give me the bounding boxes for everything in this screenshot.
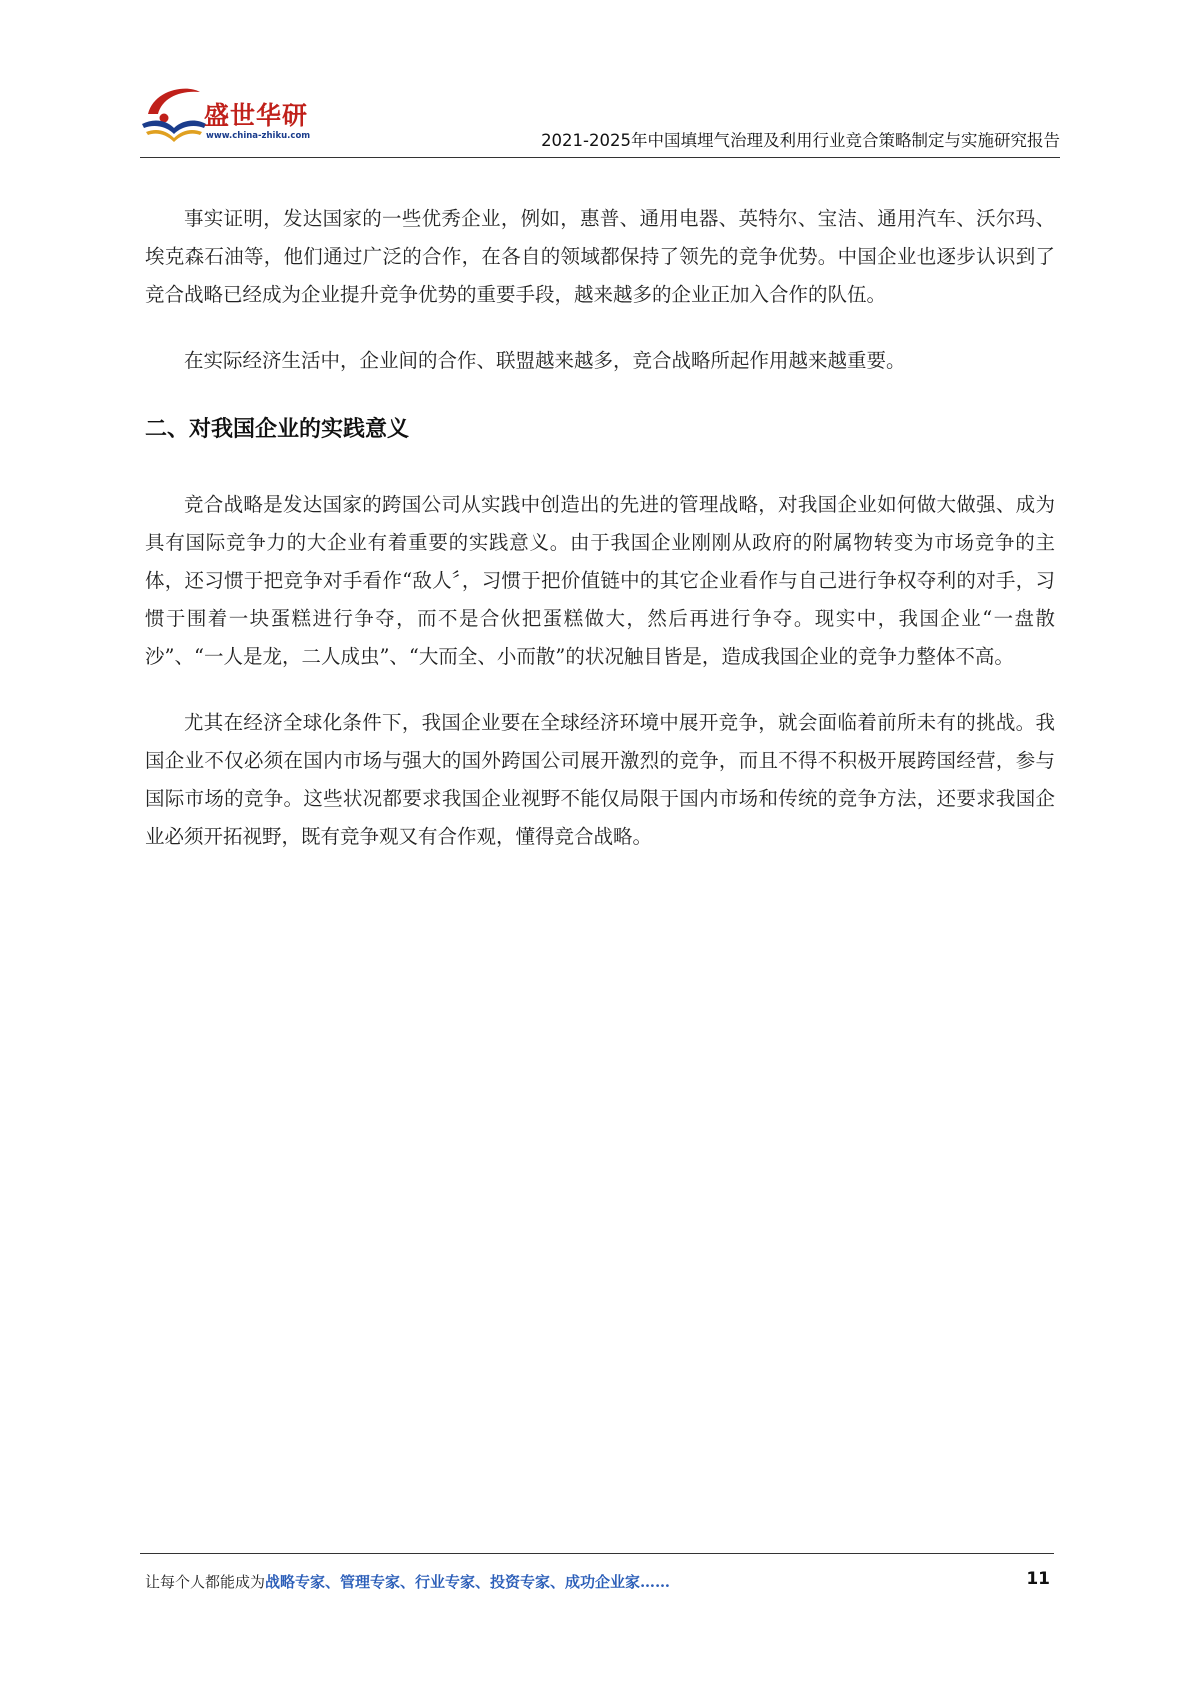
page-footer: [145, 1571, 1050, 1599]
header-divider: [140, 157, 1060, 158]
body-paragraph: 在实际经济生活中，企业间的合作、联盟越来越多，竞合战略所起作用越来越重要。: [184, 349, 906, 372]
footer-slogan-prefix: 让每个人都能成为: [145, 1573, 266, 1591]
logo-emblem-icon: [140, 84, 210, 150]
body-paragraph: 竞合战略是发达国家的跨国公司从实践中创造出的先进的管理战略，对我国企业如何做大做强、成为具有国际竞争力的大企业有着重要的实践意义。由于我国企业刚刚从政府的附属物转变为市场竞争的主体，还习惯于把竞争对手看作“敌人〞，习惯于把价值链中的其它企业看作与自己进行争权夺利的对手，习惯于围着一块蛋糕进行争夺，而不是合伙把蛋糕做大，然后再进行争夺。现实中，我国企业“一盘散沙”、“一人是龙，二人成虫”、“大而全、小而散”的状况触目皆是，造成我国企业的竞争力整体不高。: [145, 493, 1055, 668]
page-number: 11: [1026, 1569, 1050, 1589]
logo-url: www.china-zhiku.com: [206, 131, 311, 141]
footer-slogan-highlight: 战略专家、管理专家、行业专家、投资专家、成功企业家……: [265, 1573, 671, 1591]
body-paragraph: 尤其在经济全球化条件下，我国企业要在全球经济环境中展开竞争，就会面临着前所未有的挑战。我国企业不仅必须在国内市场与强大的国外跨国公司展开激烈的竞争，而且不得不积极开展跨国经营，参与国际市场的竞争。这些状况都要求我国企业视野不能仅局限于国内市场和传统的竞争方法，还要求我国企业必须开拓视野，既有竞争观又有合作观，懂得竞合战略。: [145, 711, 1055, 848]
company-logo: [140, 84, 325, 154]
report-title: 2021-2025年中国填埋气治理及利用行业竞合策略制定与实施研究报告: [541, 131, 1060, 150]
page-header: [140, 84, 1060, 160]
page-body: [145, 200, 1055, 856]
logo-name: 盛世华研: [204, 101, 309, 130]
section-heading: 二、对我国企业的实践意义: [145, 417, 410, 442]
body-paragraph: 事实证明，发达国家的一些优秀企业，例如，惠普、通用电器、英特尔、宝洁、通用汽车、沃尔玛、埃克森石油等，他们通过广泛的合作，在各自的领域都保持了领先的竞争优势。中国企业也逐步认识到了竞合战略已经成为企业提升竞争优势的重要手段，越来越多的企业正加入合作的队伍。: [145, 207, 1055, 306]
footer-divider: [140, 1553, 1054, 1554]
